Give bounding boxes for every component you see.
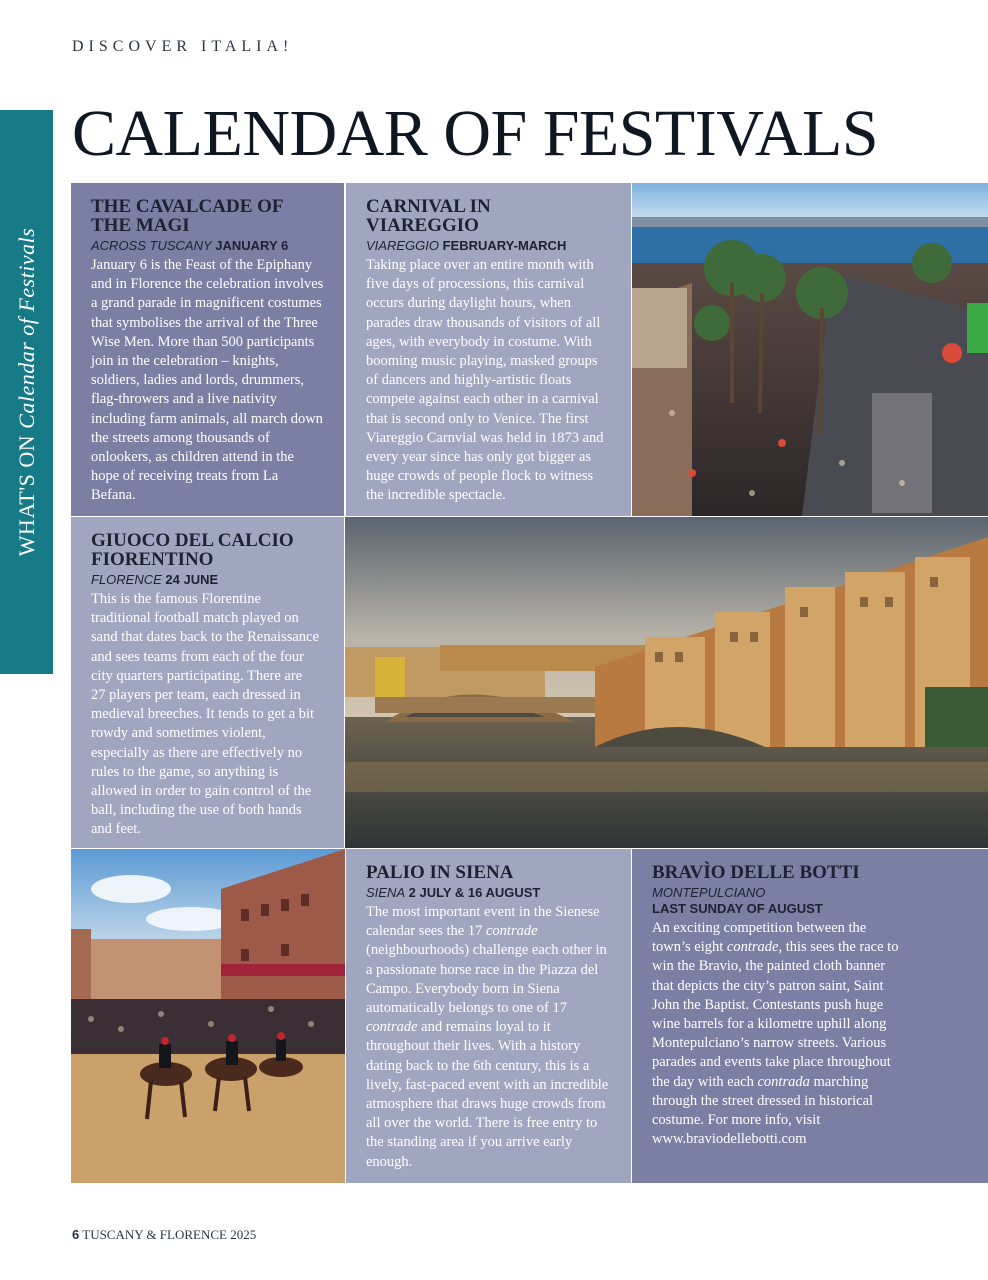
festival-meta — [652, 885, 968, 917]
festival-title: GIUOCO DEL CALCIO FIORENTINO — [91, 530, 294, 570]
festival-meta — [91, 572, 324, 588]
publication-name: TUSCANY & FLORENCE 2025 — [82, 1227, 257, 1242]
festival-card-calcio — [71, 517, 344, 848]
viareggio-carnival-photo — [632, 183, 988, 516]
festival-location: MONTEPULCIANO — [652, 885, 766, 900]
festival-card-magi — [71, 183, 344, 516]
festival-date: JANUARY 6 — [215, 238, 289, 253]
side-tab-italic: Calendar of Festivals — [13, 227, 39, 429]
festival-card-viareggio — [346, 183, 631, 516]
page-footer — [72, 1227, 256, 1243]
side-tab-prefix: WHAT'S ON — [13, 434, 39, 557]
festival-title: BRAVÌO DELLE BOTTI — [652, 862, 860, 883]
festival-location: FLORENCE — [91, 572, 162, 587]
festival-body: An exciting competition between the town’s eight contrade, this sees the race to win the Bravio, the painted cloth banner that depicts the city’s patron saint, Saint John the Baptist. Contestants push huge wine barrels for a kilometre uphill along Montepulciano’s narrow streets. Various parades and events take place throughout the day with each contrada marching through the street dressed in historical costume. For more info, visit www.braviodellebotti.com — [652, 920, 899, 1148]
festival-body: January 6 is the Feast of the Epiphany and in Florence the celebration involves a grand parade in magnificent costumes that symbolises the arrival of the Three Wise Men. More than 500 participants join in the celebration – knights, soldiers, ladies and lords, drummers, flag-throwers and a live nativity including farm animals, all march down the streets among thousands of onlookers, as children attend in the hope of receiving treats from La Befana. — [91, 257, 324, 504]
festival-date: 24 JUNE — [165, 572, 219, 587]
festival-location: ACROSS TUSCANY — [91, 238, 212, 253]
festival-date: 2 JULY & 16 AUGUST — [408, 885, 541, 900]
festival-body: Taking place over an entire month with five days of processions, this carnival occurs during daylight hours, when parades draw thousands of visitors of all ages, with everybody in costume. With booming music playing, masked groups of dancers and highly-artistic floats compete against each other in a carnival that is second only to Venice. The first Viareggio Carnvial was held in 1873 and every year since has only got bigger as huge crowds of people flock to witness the incredible spectacle. — [366, 257, 604, 504]
festival-body: The most important event in the Sienese calendar sees the 17 contrade (neighbourhoods) challenge each other in a passionate horse race in the Piazza del Campo. Everybody born in Siena automatically belongs to one of 17 contrade and remains loyal to it throughout their lives. With a history dating back to the 6th century, this is a lively, fast-paced event with an incredible atmosphere that draws huge crowds from all over the world. There is free entry to the standing area if you arrive early enough. — [366, 904, 609, 1170]
festival-card-bravio — [632, 849, 988, 1183]
side-section-tab — [0, 110, 53, 674]
side-tab-label — [14, 228, 40, 557]
festival-title: CARNIVAL IN VIAREGGIO — [366, 196, 491, 236]
palio-siena-photo — [71, 849, 345, 1183]
page-number: 6 — [72, 1227, 80, 1242]
ponte-vecchio-photo — [345, 517, 988, 848]
page-title: CALENDAR OF FESTIVALS — [72, 97, 879, 170]
festival-card-palio — [346, 849, 631, 1183]
festival-meta — [366, 885, 611, 901]
festival-title: PALIO IN SIENA — [366, 862, 514, 883]
festival-meta — [366, 238, 611, 254]
festival-location: SIENA — [366, 885, 406, 900]
festival-date: LAST SUNDAY OF AUGUST — [652, 901, 823, 916]
festival-meta — [91, 238, 324, 254]
festival-location: VIAREGGIO — [366, 238, 439, 253]
festival-date: FEBRUARY-MARCH — [442, 238, 567, 253]
section-kicker: DISCOVER ITALIA! — [72, 38, 294, 55]
festival-title: THE CAVALCADE OF THE MAGI — [91, 196, 283, 236]
festival-body: This is the famous Florentine traditional football match played on sand that dates back to the Renaissance and sees teams from each of the four city quarters participating. There are 27 players per team, each dressed in medieval breeches. It tends to get a bit rowdy and sometimes violent, especially as there are effectively no rules to the game, so anything is allowed in order to gain control of the ball, including the use of both hands and feet. — [91, 591, 319, 838]
